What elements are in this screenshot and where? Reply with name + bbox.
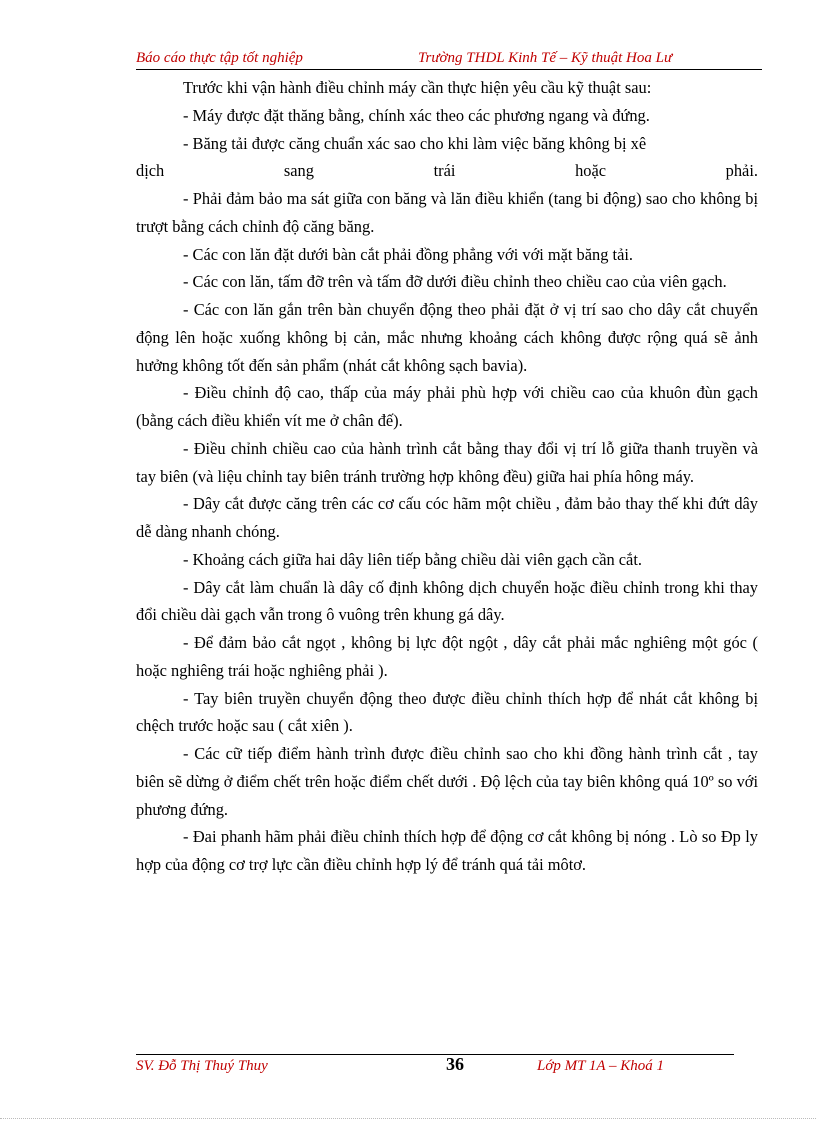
footer-divider (136, 1054, 734, 1055)
paragraph: - Dây cắt được căng trên các cơ cấu cóc hãm một chiều , đảm bảo thay thế khi đứt dây dễ dàng nhanh chóng. (136, 494, 758, 541)
paragraph: - Điều chỉnh độ cao, thấp của máy phải phù hợp với chiều cao của khuôn đùn gạch (bằng cách điều khiển vít me ở chân đế). (136, 383, 758, 430)
body-text (136, 74, 758, 879)
paragraph: - Các cữ tiếp điểm hành trình được điều chỉnh sao cho khi đồng hành trình cắt , tay biên sẽ dừng ở điểm chết trên hoặc điểm chết dưới . Độ lệch của tay biên không quá 10º so với phương đứng. (136, 744, 758, 819)
page-header (136, 47, 762, 70)
paragraph: - Các con lăn gắn trên bàn chuyển động theo phải đặt ở vị trí sao cho dây cắt chuyển động lên hoặc xuống không bị cản, mắc nhưng khoảng cách không được rộng quá sẽ ảnh hưởng không tốt đến sản phẩm (nhát cắt không sạch bavia). (136, 300, 758, 375)
paragraph: - Đai phanh hãm phải điều chỉnh thích hợp để động cơ cắt không bị nóng . Lò so Đp ly hợp của động cơ trợ lực cần điều chỉnh hợp lý để tránh quá tải môtơ. (136, 827, 758, 874)
paragraph: - Dây cắt làm chuẩn là dây cố định không dịch chuyển hoặc điều chỉnh trong khi thay đổi chiều dài gạch vẫn trong ô vuông trên khung gá dây. (136, 577, 758, 625)
paragraph: - Tay biên truyền chuyển động theo được điều chỉnh thích hợp để nhát cắt không bị chệch trước hoặc sau ( cắt xiên ). (136, 688, 758, 736)
paragraph: - Để đảm bảo cắt ngọt , không bị lực đột ngột , dây cắt phải mắc nghiêng một góc ( hoặc nghiêng trái hoặc nghiêng phải ). (136, 633, 758, 680)
header-school-name: Trường THDL Kinh Tế – Kỹ thuật Hoa Lư (418, 50, 673, 66)
paragraph: dịch sang trái hoặc phải. (136, 161, 758, 181)
header-report-title: Báo cáo thực tập tốt nghiệp (136, 50, 303, 66)
paragraph: - Khoảng cách giữa hai dây liên tiếp bằng chiều dài viên gạch cần cắt. (183, 549, 642, 569)
paragraph: Trước khi vận hành điều chỉnh máy cần thực hiện yêu cầu kỹ thuật sau: (183, 78, 652, 97)
page-number: 36 (446, 1054, 464, 1074)
paragraph: - Các con lăn đặt dưới bàn cắt phải đồng phẳng với với mặt băng tải. (183, 244, 633, 264)
footer-class-name: Lớp MT 1A – Khoá 1 (537, 1058, 665, 1074)
page-edge-divider (0, 1118, 816, 1119)
footer-student-name: SV. Đỗ Thị Thuý Thuy (136, 1058, 268, 1074)
paragraph: - Điều chỉnh chiều cao của hành trình cắt bằng thay đổi vị trí lỗ giữa thanh truyền và tay biên (và liệu chỉnh tay biên tránh trường hợp không đều) giữa hai phía hông máy. (136, 438, 758, 486)
paragraph: - Băng tải được căng chuẩn xác sao cho khi làm việc băng không bị xê (183, 133, 647, 153)
paragraph: - Máy được đặt thăng bằng, chính xác theo các phương ngang và đứng. (183, 105, 650, 125)
paragraph: - Các con lăn, tấm đỡ trên và tấm đỡ dưới điều chỉnh theo chiều cao của viên gạch. (183, 272, 727, 292)
paragraph: - Phải đảm bảo ma sát giữa con băng và lăn điều khiển (tang bi động) sao cho không bị trượt bằng cách chỉnh độ căng băng. (136, 189, 758, 236)
